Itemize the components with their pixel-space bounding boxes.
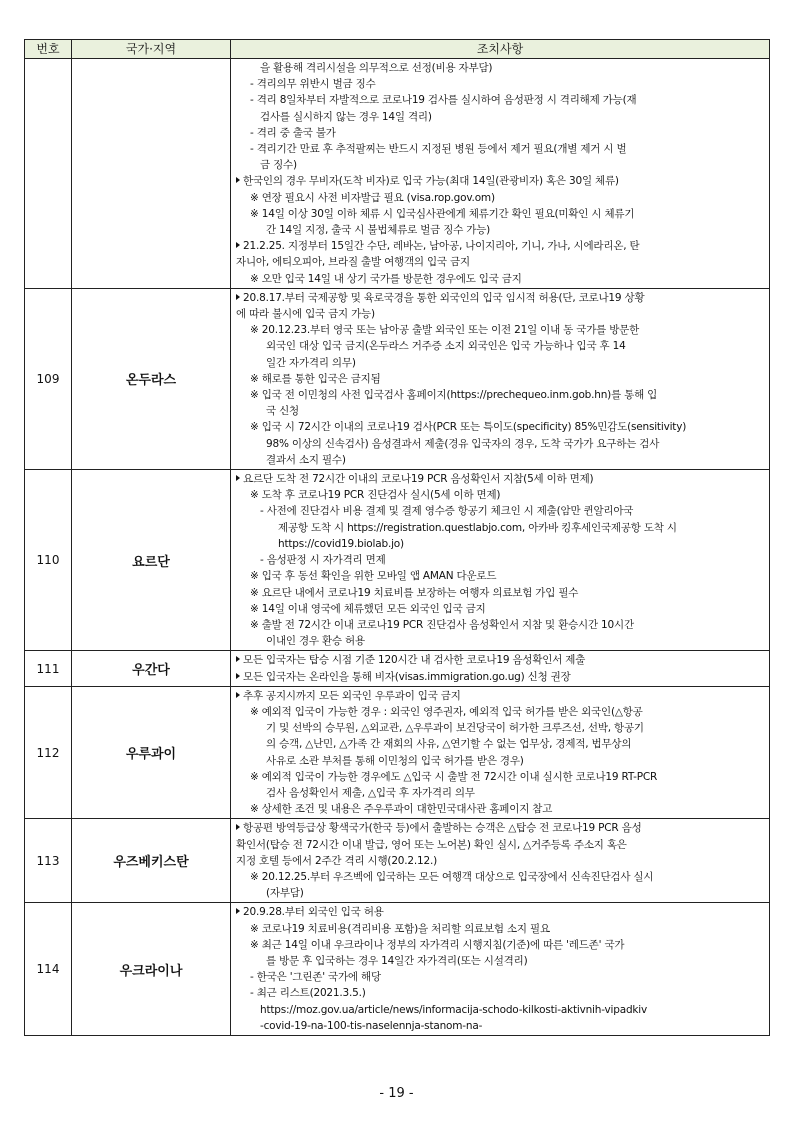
measure-text: - 한국은 '그린존' 국가에 해당 xyxy=(250,971,381,984)
measure-line xyxy=(236,853,763,869)
measure-line xyxy=(236,452,763,468)
measure-line xyxy=(236,969,763,985)
country-name: 우크라이나 xyxy=(72,903,231,1036)
measure-text: 제공항 도착 시 https://registration.questlabjo.com, 아카바 킹후세인국제공항 도착 시 xyxy=(278,521,677,534)
measure-line xyxy=(236,1002,763,1018)
measure-line xyxy=(236,921,763,937)
measure-line xyxy=(236,60,763,76)
measure-text: ※ 출발 전 72시간 이내 코로나19 PCR 진단검사 음성확인서 지참 및 환승시간 10시간 xyxy=(250,618,634,631)
measure-text: ※ 예외적 입국이 가능한 경우 : 외국인 영주권자, 예외적 입국 허가를 받은 외국인(△항공 xyxy=(250,705,643,718)
measure-text: 20.9.28.부터 외국인 입국 허용 xyxy=(243,906,384,919)
measure-text: ※ 코로나19 치료비용(격리비용 포함)을 처리할 의료보험 소지 필요 xyxy=(250,922,550,935)
measure-text: 자니아, 에티오피아, 브라질 출발 여행객의 입국 금지 xyxy=(236,256,470,269)
measure-text: ※ 해로를 통한 입국은 금지됨 xyxy=(250,372,381,385)
measure-line xyxy=(236,904,763,920)
header-number: 번호 xyxy=(25,40,72,59)
table-row xyxy=(25,470,770,651)
measure-line xyxy=(236,109,763,125)
measure-text: 요르단 도착 전 72시간 이내의 코로나19 PCR 음성확인서 지참(5세 이하 면제) xyxy=(243,473,594,486)
row-number: 111 xyxy=(25,651,72,686)
row-number: 110 xyxy=(25,470,72,651)
measure-text: 을 활용해 격리시설을 의무적으로 선정(비용 자부담) xyxy=(260,62,493,74)
measure-line xyxy=(236,520,763,536)
measure-text: 추후 공지시까지 모든 외국인 우루과이 입국 금지 xyxy=(243,689,461,702)
measure-line xyxy=(236,403,763,419)
measure-line xyxy=(236,92,763,108)
measure-text: ※ 예외적 입국이 가능한 경우에도 △입국 시 출발 전 72시간 이내 실시한 코로나19 RT-PCR xyxy=(250,770,658,783)
measure-line xyxy=(236,125,763,141)
measure-text: ※ 요르단 내에서 코로나19 치료비를 보장하는 여행자 의료보험 가입 필수 xyxy=(250,586,579,599)
measure-line xyxy=(236,820,763,836)
measure-text: 기 및 선박의 승무원, △외교관, △우루과이 보건당국이 허가한 크루즈선, 선박, 항공기 xyxy=(266,722,644,735)
measure-line xyxy=(236,322,763,338)
measure-line xyxy=(236,1018,763,1034)
measure-text: 확인서(탑승 전 72시간 이내 발급, 영어 또는 노어본) 확인 실시, △거주등록 주소지 혹은 xyxy=(236,838,627,851)
table-row xyxy=(25,819,770,903)
measure-text: 결과서 소지 필수) xyxy=(266,453,346,466)
measure-text: 에 따라 불시에 입국 금지 가능) xyxy=(236,308,375,321)
table-row xyxy=(25,59,770,289)
measure-line xyxy=(236,801,763,817)
measure-line xyxy=(236,688,763,704)
measures-cell xyxy=(231,470,770,651)
measure-line xyxy=(236,720,763,736)
measure-line xyxy=(236,953,763,969)
measure-text: 간 14일 지정, 출국 시 불법체류로 벌금 징수 가능) xyxy=(266,224,491,237)
measure-line xyxy=(236,617,763,633)
bullet-triangle-icon xyxy=(236,908,240,914)
bullet-triangle-icon xyxy=(236,673,240,679)
measure-line xyxy=(236,568,763,584)
measure-line xyxy=(236,238,763,254)
measure-text: 이내인 경우 환승 허용 xyxy=(266,635,365,648)
measure-line xyxy=(236,173,763,189)
measure-line xyxy=(236,704,763,720)
measure-text: ※ 오만 입국 14일 내 상기 국가를 방문한 경우에도 입국 금지 xyxy=(250,272,522,285)
measure-text: - 격리 중 출국 불가 xyxy=(250,126,336,139)
bullet-triangle-icon xyxy=(236,692,240,698)
bullet-triangle-icon xyxy=(236,177,240,183)
country-name xyxy=(72,59,231,289)
measure-text: ※ 입국 후 동선 확인을 위한 모바일 앱 AMAN 다운로드 xyxy=(250,570,497,583)
measure-line xyxy=(236,436,763,452)
measure-text: ※ 20.12.23.부터 영국 또는 남아공 출발 외국인 또는 이전 21일 이내 동 국가를 방문한 xyxy=(250,324,640,337)
table-row xyxy=(25,651,770,686)
measure-text: - 격리의무 위반시 벌금 징수 xyxy=(250,78,376,91)
measure-text: - 사전에 진단검사 비용 결제 및 결제 영수증 항공기 체크인 시 제출(암만 퀸알리아국 xyxy=(260,505,634,518)
bullet-triangle-icon xyxy=(236,294,240,300)
country-name: 우즈베키스탄 xyxy=(72,819,231,903)
measure-line xyxy=(236,753,763,769)
measure-line xyxy=(236,785,763,801)
measure-line xyxy=(236,306,763,322)
measure-line xyxy=(236,769,763,785)
measure-text: 검사를 실시하지 않는 경우 14일 격리) xyxy=(260,110,432,123)
measure-line xyxy=(236,338,763,354)
measure-line xyxy=(236,585,763,601)
measure-text: 를 방문 후 입국하는 경우 14일간 자가격리(또는 시설격리) xyxy=(266,954,528,967)
row-number: 114 xyxy=(25,903,72,1036)
measure-line xyxy=(236,937,763,953)
measure-line xyxy=(236,985,763,1001)
measure-text: 한국인의 경우 무비자(도착 비자)로 입국 가능(최대 14일(관광비자) 혹은 30일 체류) xyxy=(243,175,619,188)
country-name: 우간다 xyxy=(72,651,231,686)
measure-line xyxy=(236,503,763,519)
measure-text: - 음성판정 시 자가격리 면제 xyxy=(260,554,386,567)
measure-text: 지정 호텔 등에서 2주간 격리 시행(20.2.12.) xyxy=(236,854,438,867)
table-header-row xyxy=(25,40,770,59)
measure-line xyxy=(236,254,763,270)
measure-text: ※ 최근 14일 이내 우크라이나 정부의 자가격리 시행지침(기준)에 따른 '레드존' 국가 xyxy=(250,938,625,951)
header-country: 국가·지역 xyxy=(72,40,231,59)
measure-text: ※ 입국 시 72시간 이내의 코로나19 검사(PCR 또는 특이도(specificity) 85%민감도(sensitivity) xyxy=(250,421,687,434)
measures-cell xyxy=(231,819,770,903)
header-measures: 조치사항 xyxy=(231,40,770,59)
measure-text: 외국인 대상 입국 금지(온두라스 거주증 소지 외국인은 입국 가능하나 입국 후 14 xyxy=(266,340,626,353)
measure-line xyxy=(236,471,763,487)
measure-text: 검사 음성확인서 제출, △입국 후 자가격리 의무 xyxy=(266,786,475,799)
measure-text: ※ 14일 이내 영국에 체류했던 모든 외국인 입국 금지 xyxy=(250,602,486,615)
measure-text: 일간 자가격리 의무) xyxy=(266,356,356,369)
measure-text: ※ 도착 후 코로나19 PCR 진단검사 실시(5세 이하 면제) xyxy=(250,489,501,502)
row-number: 112 xyxy=(25,686,72,819)
measure-line xyxy=(236,76,763,92)
measure-text: 모든 입국자는 탑승 시점 기준 120시간 내 검사한 코로나19 음성확인서 제출 xyxy=(243,654,586,667)
row-number xyxy=(25,59,72,289)
country-name: 온두라스 xyxy=(72,288,231,469)
measure-line xyxy=(236,157,763,173)
measure-line xyxy=(236,222,763,238)
measure-text: 의 승객, △난민, △가족 간 재회의 사유, △연기할 수 없는 업무상, 경제적, 법무상의 xyxy=(266,738,632,751)
bullet-triangle-icon xyxy=(236,242,240,248)
row-number: 113 xyxy=(25,819,72,903)
measure-line xyxy=(236,869,763,885)
measure-line xyxy=(236,601,763,617)
measure-line xyxy=(236,290,763,306)
measures-cell xyxy=(231,59,770,289)
table-row xyxy=(25,288,770,469)
bullet-triangle-icon xyxy=(236,656,240,662)
table-row xyxy=(25,903,770,1036)
measure-line xyxy=(236,355,763,371)
measure-line xyxy=(236,271,763,287)
measure-text: ※ 입국 전 이민청의 사전 입국검사 홈페이지(https://prechequeo.inm.gob.hn)를 통해 입 xyxy=(250,389,658,402)
measure-text: 모든 입국자는 온라인을 통해 비자(visas.immigration.go.ug) 신청 권장 xyxy=(243,670,571,683)
table-row xyxy=(25,686,770,819)
measure-text: 21.2.25. 지정부터 15일간 수단, 레바논, 남아공, 나이지리아, 기니, 가나, 시에라리온, 탄 xyxy=(243,240,640,253)
measure-text: https://covid19.biolab.jo) xyxy=(278,537,404,550)
measure-text: 항공편 방역등급상 황색국가(한국 등)에서 출발하는 승객은 △탑승 전 코로나19 PCR 음성 xyxy=(243,822,642,835)
measure-line xyxy=(236,190,763,206)
measure-text: ※ 20.12.25.부터 우즈벡에 입국하는 모든 여행객 대상으로 입국장에서 신속진단검사 실시 xyxy=(250,870,654,883)
measure-text: https://moz.gov.ua/article/news/informacija-schodo-kilkosti-aktivnih-vipadkiv xyxy=(260,1003,648,1016)
measure-text: - 최근 리스트(2021.3.5.) xyxy=(250,987,366,1000)
row-number: 109 xyxy=(25,288,72,469)
measure-line xyxy=(236,536,763,552)
measure-text: ※ 연장 필요시 사전 비자발급 필요 (visa.rop.gov.om) xyxy=(250,191,495,204)
measure-line xyxy=(236,885,763,901)
measure-line xyxy=(236,487,763,503)
country-name: 요르단 xyxy=(72,470,231,651)
measure-line xyxy=(236,736,763,752)
document-page xyxy=(24,39,769,1036)
measures-cell xyxy=(231,651,770,686)
measure-text: (자부담) xyxy=(266,887,304,900)
measure-text: ※ 상세한 조건 및 내용은 주우루과이 대한민국대사관 홈페이지 참고 xyxy=(250,803,553,816)
page-number: - 19 - xyxy=(379,1086,414,1101)
bullet-triangle-icon xyxy=(236,475,240,481)
bullet-triangle-icon xyxy=(236,824,240,830)
measure-line xyxy=(236,652,763,668)
measure-text: 98% 이상의 신속검사) 음성결과서 제출(경유 입국자의 경우, 도착 국가가 요구하는 검사 xyxy=(266,437,660,450)
measure-line xyxy=(236,141,763,157)
measure-text: ※ 14일 이상 30일 이하 체류 시 입국심사관에게 체류기간 확인 필요(미확인 시 체류기 xyxy=(250,207,635,220)
measure-text: 20.8.17.부터 국제공항 및 육로국경을 통한 외국인의 입국 임시적 허용(단, 코로나19 상황 xyxy=(243,291,645,304)
measure-line xyxy=(236,206,763,222)
measure-line xyxy=(236,669,763,685)
measures-cell xyxy=(231,686,770,819)
measures-cell xyxy=(231,903,770,1036)
country-name: 우루과이 xyxy=(72,686,231,819)
measure-line xyxy=(236,371,763,387)
measure-text: 국 신청 xyxy=(266,405,299,418)
measure-line xyxy=(236,419,763,435)
measure-line xyxy=(236,387,763,403)
measure-text: -covid-19-na-100-tis-naselennja-stanom-na- xyxy=(260,1019,483,1032)
measure-text: 사유로 소관 부처를 통해 이민청의 입국 허가를 받은 경우) xyxy=(266,754,524,767)
measure-line xyxy=(236,552,763,568)
measure-line xyxy=(236,837,763,853)
measures-cell xyxy=(231,288,770,469)
measure-line xyxy=(236,633,763,649)
measure-text: 금 징수) xyxy=(260,159,297,172)
measures-table xyxy=(24,39,770,1036)
measure-text: - 격리기간 만료 후 추적팔찌는 반드시 지정된 병원 등에서 제거 필요(개별 제거 시 벌 xyxy=(250,143,627,156)
measure-text: - 격리 8일차부터 자발적으로 코로나19 검사를 실시하여 음성판정 시 격리해제 가능(재 xyxy=(250,94,637,107)
